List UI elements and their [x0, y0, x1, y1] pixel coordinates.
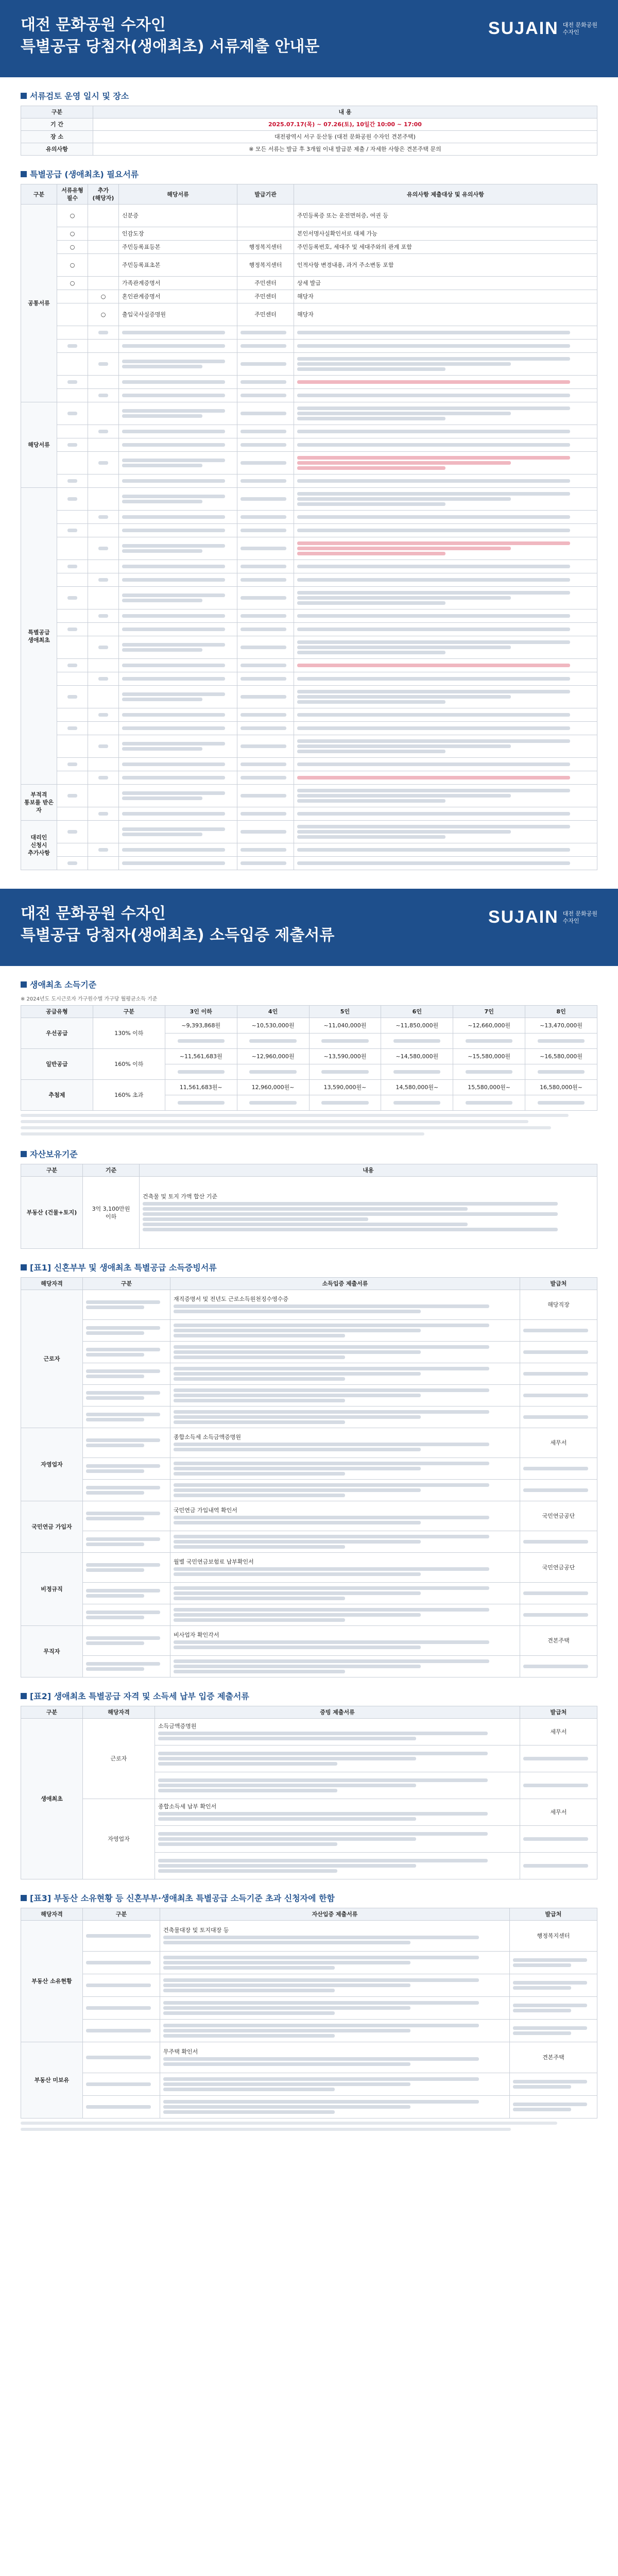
- table-row: 우선공급 130% 이하 ~9,393,868원 ~10,530,000원 ~11,040,000원 ~11,850,000원 ~12,660,000원 ~13,470,000원: [21, 1018, 597, 1033]
- table-row: ○ 혼인관계증명서 주민센터 해당자: [21, 290, 597, 303]
- section-schedule: [21, 90, 597, 156]
- table-row: 해당서류: [21, 402, 597, 425]
- section-title: 서류검토 운영 일시 및 장소: [21, 90, 597, 101]
- table-row: [21, 1385, 597, 1406]
- table-row: [21, 524, 597, 537]
- table-header: 서류유형 필수: [57, 184, 88, 205]
- first-time-docs-table: 구분 해당자격 증빙 제출서류 발급처 생애최초 근로자 소득금액증명원 세무서 자영업자 종합소득세 납부 확인서 세무서: [21, 1706, 597, 1879]
- section-marker-icon: [21, 1264, 27, 1270]
- logo-caption: 대전 문화공원 수자인: [562, 21, 597, 36]
- table-row: 국민연금 가입자 국민연금 가입내역 확인서 국민연금공단: [21, 1501, 597, 1531]
- table-row: [21, 474, 597, 488]
- income-docs-table: 해당자격 구분 소득입증 제출서류 발급처 근로자 재직증명서 및 전년도 근로소득원천징수영수증 해당직장 자영업자 종합소득세 소득금액증명원 세무서 국민연금 가입자 국민연금 가입내역 확인서 국민연금공단 비정규직 월별 국민연금보험료 납부확인서 국민연금공단 무직자 비사업자 확인각서 견본주택: [21, 1277, 597, 1677]
- header-banner-2: [0, 889, 618, 966]
- table-row: [21, 511, 597, 524]
- table-row: ○ 주민등록표초본 행정복지센터 인적사항 변경내용, 과거 주소변동 포함: [21, 254, 597, 277]
- section-marker-icon: [21, 1151, 27, 1157]
- table-row: [21, 425, 597, 438]
- table-row: [21, 735, 597, 758]
- table-row: 추첨제 160% 초과 11,561,683원~ 12,960,000원~ 13,590,000원~ 14,580,000원~ 15,580,000원~ 16,580,000원~: [21, 1080, 597, 1095]
- income-table: 공급유형 구분 3인 이하 4인 5인 6인 7인 8인 우선공급 130% 이하 ~9,393,868원 ~10,530,000원 ~11,040,000원 ~11,850,000원 ~12,660,000원 ~13,470,000원 일반공급 160% 이하 ~11,561,683원 ~12,960,000원 ~13,590,000원 ~14,580,000원 ~15,580,000원 ~16,580,000원 추첨제 160% 초과 11,561,683원~ 12,960,000원~ 13,590,000원~ 14,580,000원~ 15,580,000원~ 16,580,000원~: [21, 1005, 597, 1111]
- table-row: [21, 609, 597, 623]
- table-row: [21, 326, 597, 340]
- table-row: [21, 623, 597, 636]
- table-row: [21, 1656, 597, 1677]
- table-row: 비정규직 월별 국민연금보험료 납부확인서 국민연금공단: [21, 1553, 597, 1583]
- table-row: 무직자 비사업자 확인각서 견본주택: [21, 1626, 597, 1656]
- table-row: [21, 2073, 597, 2096]
- table-row: 부동산 소유현황 건축물대장 및 토지대장 등 행정복지센터: [21, 1921, 597, 1952]
- table-row: 자영업자 종합소득세 납부 확인서 세무서: [21, 1799, 597, 1826]
- section-marker-icon: [21, 1895, 27, 1901]
- banner-title: 대전 문화공원 수자인: [21, 16, 166, 34]
- table-row: [21, 1458, 597, 1480]
- table-header: 추가 (해당자): [88, 184, 119, 205]
- table-row: [21, 857, 597, 870]
- schedule-table: [21, 106, 597, 156]
- table-row: 유의사항 ※ 모든 서류는 발급 후 3개월 이내 발급분 제출 / 자세한 사항은 견본주택 문의: [21, 143, 597, 156]
- table-row: 부동산 (건물+토지) 3억 3,100만원 이하 건축물 및 토지 가액 합산 기준: [21, 1177, 597, 1249]
- logo-wordmark: SUJAIN: [488, 19, 559, 38]
- table-row: [21, 2020, 597, 2042]
- logo-caption: 대전 문화공원 수자인: [562, 910, 597, 924]
- documents-table: [21, 184, 597, 870]
- table-row: [21, 722, 597, 735]
- table-row: ○ 인감도장 본인서명사실확인서로 대체 가능: [21, 227, 597, 241]
- section-income-docs: [21, 1261, 597, 1677]
- section-income-criteria: [21, 978, 597, 1136]
- section-title: 자산보유기준: [21, 1148, 597, 1160]
- table-row: 자영업자 종합소득세 소득금액증명원 세무서: [21, 1428, 597, 1458]
- table-row: [21, 560, 597, 573]
- table-header: 해당서류: [119, 184, 237, 205]
- table-row: [21, 1363, 597, 1385]
- table-row: 특별공급 생애최초: [21, 488, 597, 511]
- table-row: [21, 807, 597, 821]
- table-row: ○ 가족관계증명서 주민센터 상세 발급: [21, 277, 597, 290]
- section-title: 특별공급 (생애최초) 필요서류: [21, 168, 597, 180]
- header-banner: [0, 0, 618, 77]
- table-row: [21, 1974, 597, 1997]
- section-title: [표1] 신혼부부 및 생애최초 특별공급 소득증빙서류: [21, 1261, 597, 1273]
- table-header: 발급기관: [237, 184, 294, 205]
- table-row: 일반공급 160% 이하 ~11,561,683원 ~12,960,000원 ~13,590,000원 ~14,580,000원 ~15,580,000원 ~16,580,000원: [21, 1049, 597, 1064]
- table-header: 구분: [21, 184, 57, 205]
- section-title: [표2] 생애최초 특별공급 자격 및 소득세 납부 입증 제출서류: [21, 1690, 597, 1702]
- table-row: [21, 771, 597, 785]
- brand-logo: [488, 907, 597, 927]
- table-row: 부적격 통보를 받은 자: [21, 785, 597, 807]
- table-header: 내 용: [93, 106, 597, 118]
- table-header: 구분: [21, 106, 93, 118]
- section-title: [표3] 부동산 소유현황 등 신혼부부·생애최초 특별공급 소득기준 초과 신청자에 한함: [21, 1892, 597, 1904]
- table-row: [21, 672, 597, 686]
- table-row: 장 소 대전광역시 서구 둔산동 (대전 문화공원 수자인 견본주택): [21, 131, 597, 143]
- section-required-documents: [21, 168, 597, 870]
- table-row: 근로자 재직증명서 및 전년도 근로소득원천징수영수증 해당직장: [21, 1290, 597, 1320]
- banner-subtitle: 특별공급 당첨자(생애최초) 서류제출 안내문: [21, 38, 320, 56]
- table-row: [21, 758, 597, 771]
- section-marker-icon: [21, 171, 27, 177]
- table-row: [21, 2096, 597, 2119]
- table-row: ○ 출입국사실증명원 주민센터 해당자: [21, 303, 597, 326]
- section-title: 생애최초 소득기준: [21, 978, 597, 990]
- table-row: [21, 636, 597, 659]
- table-row: [21, 587, 597, 609]
- table-row: [21, 376, 597, 389]
- table-row: [21, 708, 597, 722]
- asset-docs-table: 해당자격 구분 자산입증 제출서류 발급처 부동산 소유현황 건축물대장 및 토지대장 등 행정복지센터 부동산 미보유 무주택 확인서 견본주택: [21, 1908, 597, 2119]
- asset-table: 구분 기준 내용 부동산 (건물+토지) 3억 3,100만원 이하 건축물 및 토지 가액 합산 기준: [21, 1164, 597, 1249]
- table-row: [21, 340, 597, 353]
- logo-wordmark: SUJAIN: [488, 907, 559, 927]
- table-row: [21, 843, 597, 857]
- table-row: [21, 1997, 597, 2020]
- table-row: 공통서류 ○ 신분증 주민등록증 또는 운전면허증, 여권 등: [21, 205, 597, 227]
- table-row: [21, 1406, 597, 1428]
- table-row: [21, 659, 597, 672]
- table-row: [21, 1604, 597, 1626]
- section-asset-criteria: [21, 1148, 597, 1249]
- table-row: 기 간 2025.07.17(목) ~ 07.26(토), 10일간 10:00 ~ 17:00: [21, 118, 597, 131]
- table-row: [21, 438, 597, 452]
- table-row: [21, 1342, 597, 1363]
- section-marker-icon: [21, 981, 27, 988]
- table-row: [21, 1952, 597, 1974]
- table-row: [21, 389, 597, 402]
- income-notes: [21, 1114, 597, 1136]
- table-row: [21, 537, 597, 560]
- table-row: [21, 1480, 597, 1501]
- table-row: [21, 686, 597, 708]
- table-row: [21, 1583, 597, 1604]
- table-row: 대리인 신청시 추가사항: [21, 821, 597, 843]
- section-first-time-docs: [21, 1690, 597, 1879]
- banner-subtitle: 특별공급 당첨자(생애최초) 소득입증 제출서류: [21, 926, 335, 944]
- section-marker-icon: [21, 1693, 27, 1699]
- section-note: ※ 2024년도 도시근로자 가구원수별 가구당 월평균소득 기준: [21, 996, 158, 1002]
- brand-logo: [488, 19, 597, 39]
- table-row: [21, 573, 597, 587]
- section-marker-icon: [21, 93, 27, 99]
- table-row: 부동산 미보유 무주택 확인서 견본주택: [21, 2042, 597, 2073]
- table-header: 유의사항 제출대상 및 유의사항: [294, 184, 597, 205]
- table-row: [21, 1320, 597, 1342]
- banner-title: 대전 문화공원 수자인: [21, 905, 166, 923]
- table-row: [21, 452, 597, 474]
- section-asset-docs: [21, 1892, 597, 2131]
- footer-notes: [21, 2122, 597, 2131]
- table-row: ○ 주민등록표등본 행정복지센터 주민등록번호, 세대주 및 세대주와의 관계 포함: [21, 241, 597, 254]
- table-row: [21, 1531, 597, 1553]
- table-row: 생애최초 근로자 소득금액증명원 세무서: [21, 1719, 597, 1745]
- table-row: [21, 353, 597, 376]
